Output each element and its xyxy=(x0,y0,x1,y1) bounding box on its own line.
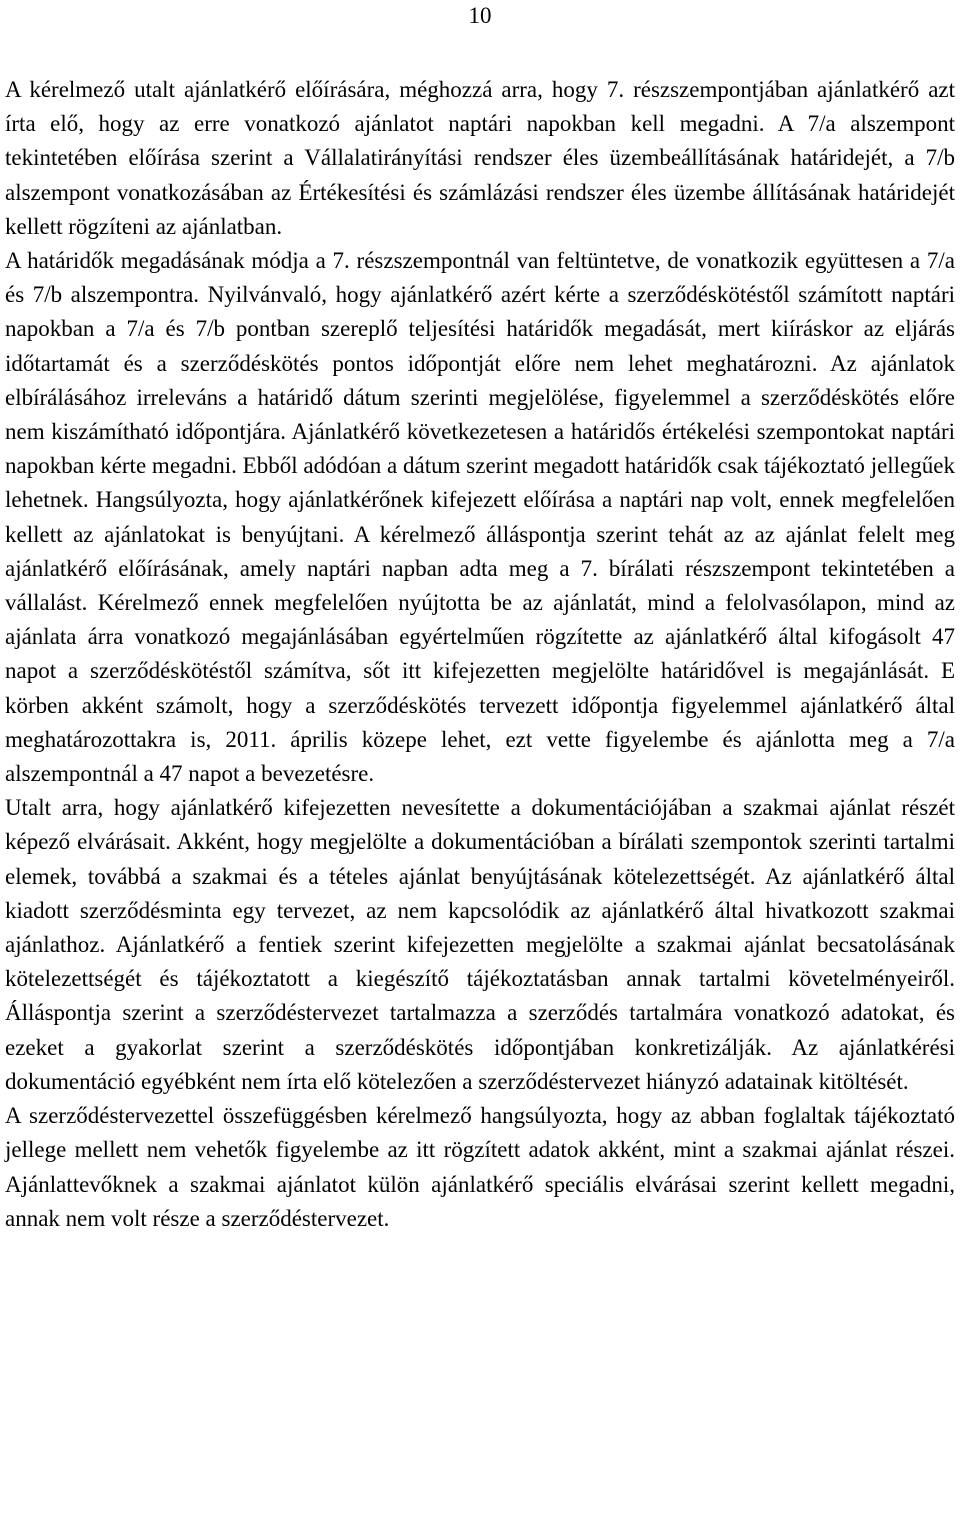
paragraph-2: A határidők megadásának módja a 7. részszempontnál van feltüntetve, de vonatkozik együttesen a 7/a és 7/b alszempontra. Nyilvánvaló, hogy ajánlatkérő azért kérte a szerződéskötéstől számított naptári napokban a 7/a és 7/b pontban szereplő teljesítési határidők megadását, mert kiíráskor az eljárás időtartamát és a szerződéskötés pontos időpontját előre nem lehet meghatározni. Az ajánlatok elbírálásához irreleváns a határidő dátum szerinti megjelölése, figyelemmel a szerződéskötés előre nem kiszámítható időpontjára. Ajánlatkérő következetesen a határidős értékelési szempontokat naptári napokban kérte megadni. Ebből adódóan a dátum szerint megadott határidők csak tájékoztató jellegűek lehetnek. Hangsúlyozta, hogy ajánlatkérőnek kifejezett előírása a naptári nap volt, ennek megfelelően kellett az ajánlatokat is benyújtani. A kérelmező álláspontja szerint tehát az az ajánlat felelt meg ajánlatkérő előírásának, amely naptári napban adta meg a 7. bírálati részszempont tekintetében a vállalást. Kérelmező ennek megfelelően nyújtotta be az ajánlatát, mind a felolvasólapon, mind az ajánlata árra vonatkozó megajánlásában egyértelműen rögzítette az ajánlatkérő által kifogásolt 47 napot a szerződéskötéstől számítva, sőt itt kifejezetten megjelölte határidővel is megajánlását. E körben akként számolt, hogy a szerződéskötés tervezett időpontja figyelemmel ajánlatkérő által meghatározottakra is, 2011. április közepe lehet, ezt vette figyelembe és ajánlotta meg a 7/a alszempontnál a 47 napot a bevezetésre. xyxy=(5,248,955,787)
document-body xyxy=(5,73,955,1236)
paragraph-4: A szerződéstervezettel összefüggésben kérelmező hangsúlyozta, hogy az abban foglaltak tájékoztató jellege mellett nem vehetők figyelembe az itt rögzített adatok akként, mint a szakmai ajánlat részei. Ajánlattevőknek a szakmai ajánlatot külön ajánlatkérő speciális elvárásai szerint kellett megadni, annak nem volt része a szerződéstervezet. xyxy=(5,1103,955,1231)
paragraph-1: A kérelmező utalt ajánlatkérő előírására, méghozzá arra, hogy 7. részszempontjában ajánlatkérő azt írta elő, hogy az erre vonatkozó ajánlatot naptári napokban kell megadni. A 7/a alszempont tekintetében előírása szerint a Vállalatirányítási rendszer éles üzembeállításának határidejét, a 7/b alszempont vonatkozásában az Értékesítési és számlázási rendszer éles üzembe állításának határidejét kellett rögzíteni az ajánlatban. xyxy=(5,77,955,239)
paragraph-3: Utalt arra, hogy ajánlatkérő kifejezetten nevesítette a dokumentációjában a szakmai ajánlat részét képező elvárásait. Akként, hogy megjelölte a dokumentációban a bírálati szempontok szerinti tartalmi elemek, továbbá a szakmai és a tételes ajánlat benyújtásának kötelezettségét. Az ajánlatkérő által kiadott szerződésminta egy tervezet, az nem kapcsolódik az ajánlatkérő által hivatkozott szakmai ajánlathoz. Ajánlatkérő a fentiek szerint kifejezetten megjelölte a szakmai ajánlat becsatolásának kötelezettségét és tájékoztatott a kiegészítő tájékoztatásban annak tartalmi követelményeiről. Álláspontja szerint a szerződéstervezet tartalmazza a szerződés tartalmára vonatkozó adatokat, és ezeket a gyakorlat szerint a szerződéskötés időpontjában konkretizálják. Az ajánlatkérési dokumentáció egyébként nem írta elő kötelezően a szerződéstervezet hiányzó adatainak kitöltését. xyxy=(5,795,955,1094)
page-number: 10 xyxy=(468,3,492,28)
